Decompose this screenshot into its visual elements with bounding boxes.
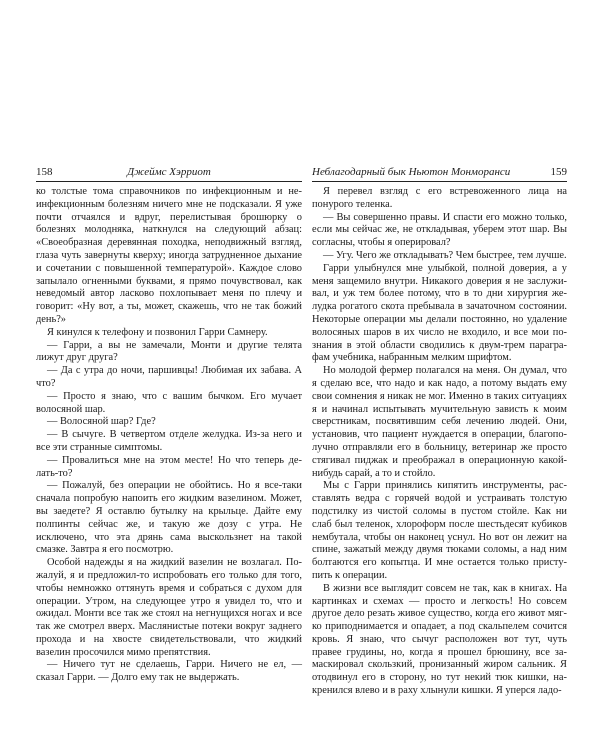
right-page <box>312 166 567 697</box>
left-page-text <box>36 186 302 685</box>
paragraph: — Гарри, а вы не замечали, Монти и другие телята лижут друг друга? <box>36 339 302 364</box>
paragraph: Особой надежды я на жидкий вазелин не возлагал. Пожалуй, я и предложил-то испробовать его только для того, чтобы немножко оттянуть время и собраться с духом для операции. Утром, на следующее утро я увидел то, что и ожидал. Монти все так же стоял на негнущихся ногах и все так же смотрел вверх. Маслянистые потеки вокруг заднего прохода и на хвосте свидетельствовали, что жидкий вазелин просочился мимо препятствия. <box>36 557 302 658</box>
right-page-header <box>312 166 567 182</box>
paragraph: — Угу. Чего же откладывать? Чем быстрее, тем лучше. <box>323 249 567 261</box>
paragraph: — Пожалуй, без операции не обойтись. Но я все-таки сначала попробую напоить его жидким вазелином. Может, вы заедете? Я оставлю бутылку на крыльце. Дайте ему полпинты сейчас же, и такую же дозу с утра. Не исключено, что эта дрянь сама выскользнет на такой смазке. Завтра я его посмотрю. <box>36 480 302 556</box>
paragraph: ко толстые тома справочников по инфекционным и неинфекционным болезням ничего мне не подсказали. Я уже почти отчаялся и вдруг, перелистывая брошюрку о болезнях молодняка, наткнулся на следующий абзац: «Своеобразная деревянная походка, неподвижный взгляд, глаза чуть завернуты кверху; иногда затрудненное дыхание и сочетании с повышенной температурой». Каждое слово запылало огненными буквами, я прямо почувствовал, как неведомый автор ласково похлопывает меня по плечу и говорит: «Ну вот, а ты, может, скажешь, что не так божий день?» <box>36 186 302 325</box>
paragraph: Мы с Гарри принялись кипятить инструменты, расставлять ведра с горячей водой и устраивать толстую подстилку из чистой соломы в пустом стойле. Как ни слаб был теленок, хлороформ после шестьдесят кубиков нембутала, чтобы он наконец уснул. Но вот он лежит на спине, зажатый между двумя тюками соломы, а над ним болтаются его копытца. И мне остается только приступить к операции. <box>312 480 567 581</box>
paragraph: — Волосяной шар? Где? <box>47 416 156 428</box>
right-page-text <box>312 186 567 698</box>
left-running-head: Джеймс Хэрриот <box>127 166 211 178</box>
paragraph: — Просто я знаю, что с вашим бычком. Его мучает волосяной шар. <box>36 390 302 415</box>
right-page-number: 159 <box>550 166 567 178</box>
paragraph: — В сычуге. В четвертом отделе желудка. Из-за него и все эти странные симптомы. <box>36 429 302 453</box>
paragraph: Я перевел взгляд с его встревоженного лица на понурого теленка. <box>312 186 567 210</box>
right-running-head: Неблагодарный бык Ньютон Монморанси <box>312 166 511 178</box>
paragraph: — Да с утра до ночи, паршивцы! Любимая их забава. А что? <box>36 365 302 389</box>
paragraph: — Ничего тут не сделаешь, Гарри. Ничего не ел, — сказал Гарри. — Долго ему так не выдержать. <box>36 659 302 684</box>
paragraph: Я кинулся к телефону и позвонил Гарри Самнеру. <box>47 326 268 338</box>
paragraph: Гарри улыбнулся мне улыбкой, полной доверия, а у меня защемило внутри. Никакого доверия я не заслуживал, и уж тем более потому, что в то дни хирургия желудка рогатого скота пребывала в зачаточном состоянии. Некоторые операции мы делали постоянно, но удаление волосяных шаров в их число не входило, и все мои познания в этой области сводились к двум-трем параграфам учебника, набранным мелким шрифтом. <box>312 262 567 364</box>
paragraph: В жизни все выглядит совсем не так, как в книгах. На картинках и схемах — просто и легкость! Но совсем другое дело резать живое существо, когда его живот мягко приподнимается и опадает, а под скальпелем сочится кровь. Я знаю, что сычуг расположен вот тут, чуть правее грудины, но, когда я прошел брюшину, все замаскировал скользкий, пронизанный жиром сальник. Я отодвинул его в сторону, но тут некий тюк кишки, накренился влево и в раху хлынули кишки. Я уперся ладо- <box>312 582 567 697</box>
paragraph: — Провалиться мне на этом месте! Но что теперь делать-то? <box>36 454 302 479</box>
paragraph: Но молодой фермер полагался на меня. Он думал, что я сделаю все, что надо и как надо, а потому выдать ему свои сомнения я никак не мог. Именно в таких ситуациях я и начинал испытывать мучительную зависть к моим сверстникам, посвятившим себя лечению людей. Они, установив, что пациент нуждается в операции, благополучно отправляли его в больницу, ветеринар же просто стягивал пиджак и преображал в операционную какойнибудь сарай, а то и стойло. <box>312 365 567 479</box>
left-page <box>36 166 302 684</box>
paragraph: — Вы совершенно правы. И спасти его можно только, если мы сейчас же, не откладывая, уберем этот шар. Вы согласны, чтобы я оперировал? <box>312 211 567 249</box>
left-page-number: 158 <box>36 166 53 178</box>
left-page-header <box>36 166 302 182</box>
